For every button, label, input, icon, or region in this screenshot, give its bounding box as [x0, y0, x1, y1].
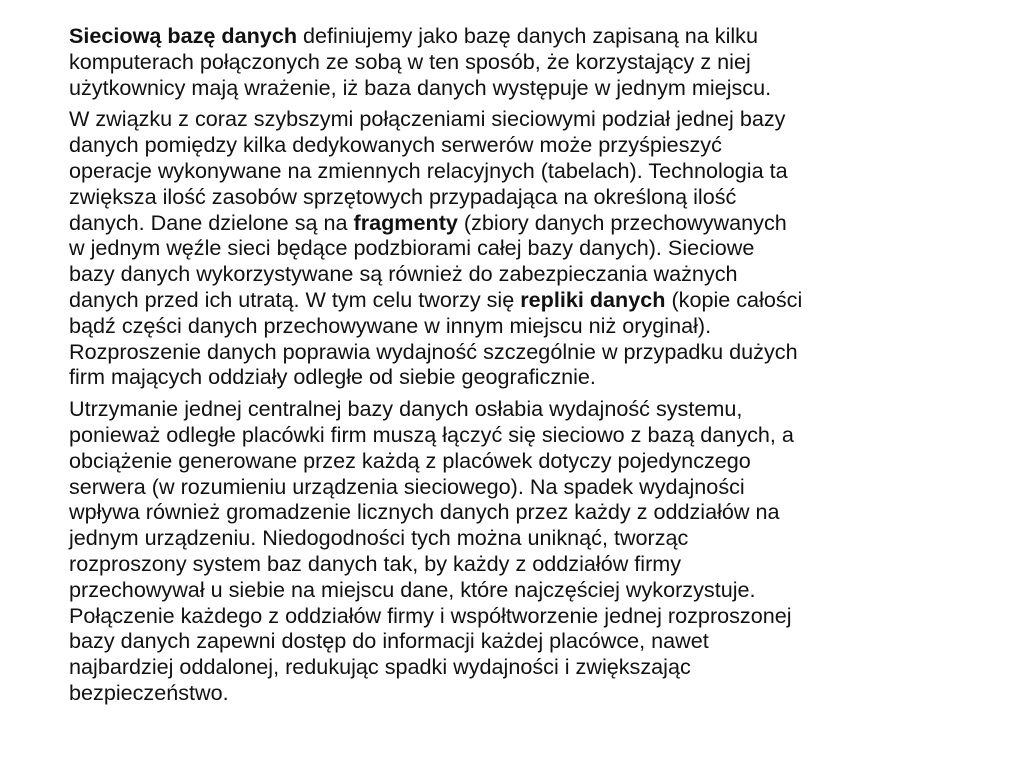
text-segment: bazy danych wykorzystywane są również do zabezpieczania ważnych	[69, 261, 738, 287]
text-segment: ponieważ odległe placówki firm muszą łączyć się sieciowo z bazą danych, a	[69, 421, 794, 447]
bold-term: fragmenty	[353, 209, 458, 235]
paragraph-1	[69, 23, 991, 100]
text-segment: jednym urządzeniu. Niedogodności tych można uniknąć, tworząc	[69, 525, 689, 551]
text-segment: W związku z coraz szybszymi połączeniami sieciowymi podział jednej bazy	[69, 106, 786, 132]
text-segment: wpływa również gromadzenie licznych danych przez każdy z oddziałów na	[69, 499, 780, 525]
text-segment: bądź części danych przechowywane w innym miejscu niż oryginał).	[69, 312, 712, 338]
text-segment: rozproszony system baz danych tak, by każdy z oddziałów firmy	[69, 550, 682, 576]
text-segment: firm mających oddziały odległe od siebie geograficznie.	[69, 364, 596, 390]
slide-text	[69, 23, 991, 712]
text-segment: serwera (w rozumieniu urządzenia sieciowego). Na spadek wydajności	[69, 473, 745, 499]
text-segment: danych przed ich utratą. W tym celu tworzy się	[69, 286, 521, 312]
paragraph-3	[69, 396, 991, 706]
text-segment: (kopie całości	[665, 286, 803, 312]
text-segment: danych. Dane dzielone są na	[69, 209, 354, 235]
text-segment: obciążenie generowane przez każdą z placówek dotyczy pojedynczego	[69, 447, 751, 473]
bold-term: repliki danych	[520, 286, 666, 312]
text-segment: operacje wykonywane na zmiennych relacyjnych (tabelach). Technologia ta	[69, 157, 788, 183]
text-segment: bazy danych zapewni dostęp do informacji każdej placówce, nawet	[69, 628, 709, 654]
text-segment: komputerach połączonych ze sobą w ten sposób, że korzystający z niej	[69, 48, 751, 74]
text-segment: danych pomiędzy kilka dedykowanych serwerów może przyśpieszyć	[69, 132, 722, 158]
text-segment: Utrzymanie jednej centralnej bazy danych osłabia wydajność systemu,	[69, 396, 743, 422]
text-segment: definiujemy jako bazę danych zapisaną na kilku	[297, 23, 758, 48]
text-segment: przechowywał u siebie na miejscu dane, które najczęściej wykorzystuje.	[69, 576, 756, 602]
text-segment: użytkownicy mają wrażenie, iż baza danych występuje w jednym miejscu.	[69, 74, 772, 100]
text-segment: bezpieczeństwo.	[69, 679, 229, 705]
text-segment: Połączenie każdego z oddziałów firmy i współtworzenie jednej rozproszonej	[69, 602, 792, 628]
text-segment: w jednym węźle sieci będące podzbiorami całej bazy danych). Sieciowe	[69, 235, 755, 261]
text-segment: Rozproszenie danych poprawia wydajność szczególnie w przypadku dużych	[69, 338, 798, 364]
text-segment: (zbiory danych przechowywanych	[457, 209, 787, 235]
paragraph-2	[69, 106, 991, 390]
text-segment: zwiększa ilość zasobów sprzętowych przypadająca na określoną ilość	[69, 183, 737, 209]
bold-term: Sieciową bazę danych	[69, 23, 298, 48]
text-segment: najbardziej oddalonej, redukując spadki wydajności i zwiększając	[69, 654, 691, 680]
